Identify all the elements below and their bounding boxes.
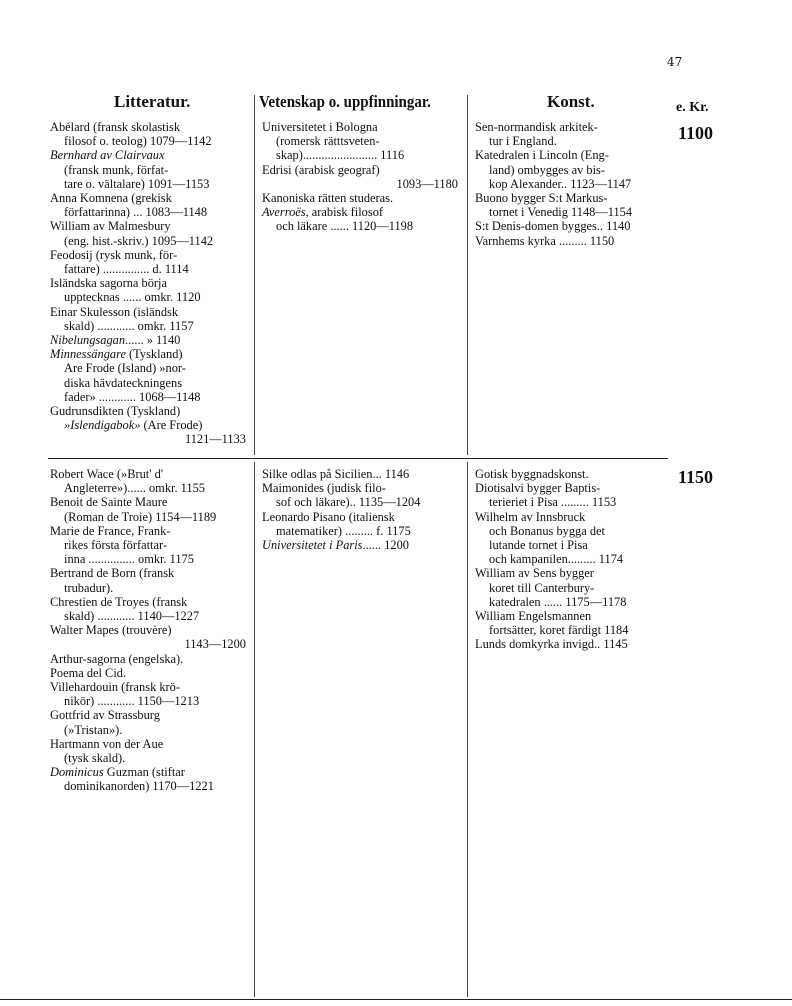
entry-line: Bertrand de Born (fransk	[50, 566, 175, 581]
entry-line: diska hävdateckningens	[64, 375, 183, 390]
entry-line: filosof o. teolog) 1079—1142	[64, 134, 212, 149]
entry-line: Varnhems kyrka ......... 1150	[475, 233, 615, 248]
entry-line: William av Malmesbury	[50, 219, 171, 234]
entry-line: Wilhelm av Innsbruck	[475, 509, 586, 524]
entry-line: fortsätter, koret färdigt 1184	[489, 623, 629, 638]
entry-line: tare o. vältalare) 1091—1153	[64, 176, 210, 191]
entry-line: och kampanilen......... 1174	[489, 552, 624, 567]
entry-line: Villehardouin (fransk krö-	[50, 680, 181, 695]
entry-line: Minnessängare (Tyskland)	[50, 347, 183, 362]
entry-line: katedralen ...... 1175—1178	[489, 594, 627, 609]
entry-line: Maimonides (judisk filo-	[262, 481, 386, 496]
entry-line: Anna Komnena (grekisk	[50, 191, 172, 206]
column-divider	[467, 95, 468, 455]
entry-line: Katedralen i Lincoln (Eng-	[475, 148, 609, 163]
entry-line: Are Frode (Island) »nor-	[64, 361, 186, 376]
entry-line: Sen-normandisk arkitek-	[475, 120, 598, 134]
entry-line: fattare) ............... d. 1114	[64, 262, 189, 277]
year-1100: 1100	[678, 123, 714, 143]
entry-line: skap)........................ 1116	[276, 148, 405, 163]
entry-line: inna ............... omkr. 1175	[64, 552, 194, 567]
entry-line: Averroës, arabisk filosof	[262, 205, 384, 220]
entry-line: Benoit de Sainte Maure	[50, 495, 168, 510]
entry-line: kop Alexander.. 1123—1147	[489, 176, 632, 191]
entry-line: (romersk rätttsveten-	[276, 134, 380, 149]
column-divider	[254, 462, 255, 997]
header-konst: Konst.	[547, 92, 595, 111]
entry-line: Kanoniska rätten studeras.	[262, 191, 394, 206]
entry-line: Universitetet i Bologna	[262, 120, 378, 134]
entry-line: Buono bygger S:t Markus-	[475, 191, 608, 206]
header-era: e. Kr.	[676, 100, 709, 115]
entry-line: sof och läkare).. 1135—1204	[276, 495, 421, 510]
entry-line: Hartmann von der Aue	[50, 736, 164, 751]
entry-line: land) ombygges av bis-	[489, 162, 605, 177]
entry-line: S:t Denis-domen bygges.. 1140	[475, 219, 631, 234]
entry-line: skald) ............ 1140—1227	[64, 609, 200, 624]
entry-line: (tysk skald).	[64, 751, 126, 766]
entry-line: (eng. hist.-skriv.) 1095—1142	[64, 233, 214, 248]
column-divider	[467, 462, 468, 997]
entry-line: Bernhard av Clairvaux	[50, 148, 165, 163]
entry-line: 1121—1133	[184, 432, 246, 447]
entry-line: (fransk munk, förfat-	[64, 162, 169, 177]
column-divider	[254, 95, 255, 455]
entry-line: Universitetet i Paris...... 1200	[262, 538, 409, 553]
entry-line: tornet i Venedig 1148—1154	[489, 205, 633, 220]
entry-line: Arthur-sagorna (engelska).	[50, 651, 184, 666]
entry-line: 1143—1200	[184, 637, 246, 652]
entry-line: och Bonanus bygga det	[489, 523, 605, 538]
entry-line: trubadur).	[64, 580, 114, 595]
entry-line: matematiker) ......... f. 1175	[276, 523, 411, 538]
page-bottom-rule	[0, 999, 792, 1000]
section-1150-konst	[475, 467, 671, 652]
year-1150: 1150	[678, 467, 714, 487]
entry-line: 1093—1180	[396, 176, 458, 191]
entry-line: Edrisi (arabisk geograf)	[262, 162, 380, 177]
entry-line: Gotisk byggnadskonst.	[475, 467, 589, 481]
entry-line: Gudrunsdikten (Tyskland)	[50, 404, 181, 419]
entry-line: Diotisalvi bygger Baptis-	[475, 481, 601, 496]
entry-line: (Roman de Troie) 1154—1189	[64, 509, 217, 524]
section-1100-konst	[475, 120, 671, 248]
entry-line: Abélard (fransk skolastisk	[50, 120, 181, 134]
entry-line: Nibelungsagan...... » 1140	[50, 333, 181, 348]
entry-line: Silke odlas på Sicilien... 1146	[262, 467, 410, 481]
entry-line: dominikanorden) 1170—1221	[64, 779, 214, 794]
entry-line: Dominicus Guzman (stiftar	[50, 765, 185, 780]
section-divider	[48, 458, 668, 459]
entry-line: William av Sens bygger	[475, 566, 594, 581]
entry-line: Gottfrid av Strassburg	[50, 708, 160, 723]
entry-line: Lunds domkyrka invigd.. 1145	[475, 637, 628, 652]
entry-line: William Engelsmannen	[475, 609, 592, 624]
entry-line: nikör) ............ 1150—1213	[64, 694, 200, 709]
section-1100-litteratur	[50, 120, 246, 447]
section-1150-litteratur	[50, 467, 246, 794]
entry-line: Angleterre»)...... omkr. 1155	[64, 481, 205, 496]
entry-line: (»Tristan»).	[64, 722, 123, 737]
entry-line: Leonardo Pisano (italiensk	[262, 509, 395, 524]
entry-line: tur i England.	[489, 134, 557, 149]
section-1100-vetenskap	[262, 120, 458, 234]
entry-line: Poema del Cid.	[50, 665, 127, 680]
section-1150-vetenskap	[262, 467, 458, 552]
entry-line: och läkare ...... 1120—1198	[276, 219, 414, 234]
entry-line: »Islendigabok» (Are Frode)	[64, 418, 203, 433]
entry-line: skald) ............ omkr. 1157	[64, 318, 194, 333]
entry-line: Feodosij (rysk munk, för-	[50, 247, 178, 262]
entry-line: Chrestien de Troyes (fransk	[50, 594, 188, 609]
page-number: 47	[667, 55, 683, 69]
entry-line: upptecknas ...... omkr. 1120	[64, 290, 201, 305]
entry-line: terieriet i Pisa ......... 1153	[489, 495, 617, 510]
entry-line: Robert Wace (»Brut' d'	[50, 467, 164, 481]
header-litteratur: Litteratur.	[114, 92, 191, 111]
entry-line: Marie de France, Frank-	[50, 523, 171, 538]
entry-line: Isländska sagorna börja	[50, 276, 167, 291]
entry-line: fader» ............ 1068—1148	[64, 389, 201, 404]
header-vetenskap: Vetenskap o. uppfinningar.	[259, 92, 431, 111]
entry-line: rikes första författar-	[64, 538, 167, 553]
entry-line: författarinna) ... 1083—1148	[64, 205, 208, 220]
entry-line: lutande tornet i Pisa	[489, 538, 588, 553]
entry-line: Walter Mapes (trouvère)	[50, 623, 172, 638]
entry-line: Einar Skulesson (isländsk	[50, 304, 179, 319]
entry-line: koret till Canterbury-	[489, 580, 595, 595]
